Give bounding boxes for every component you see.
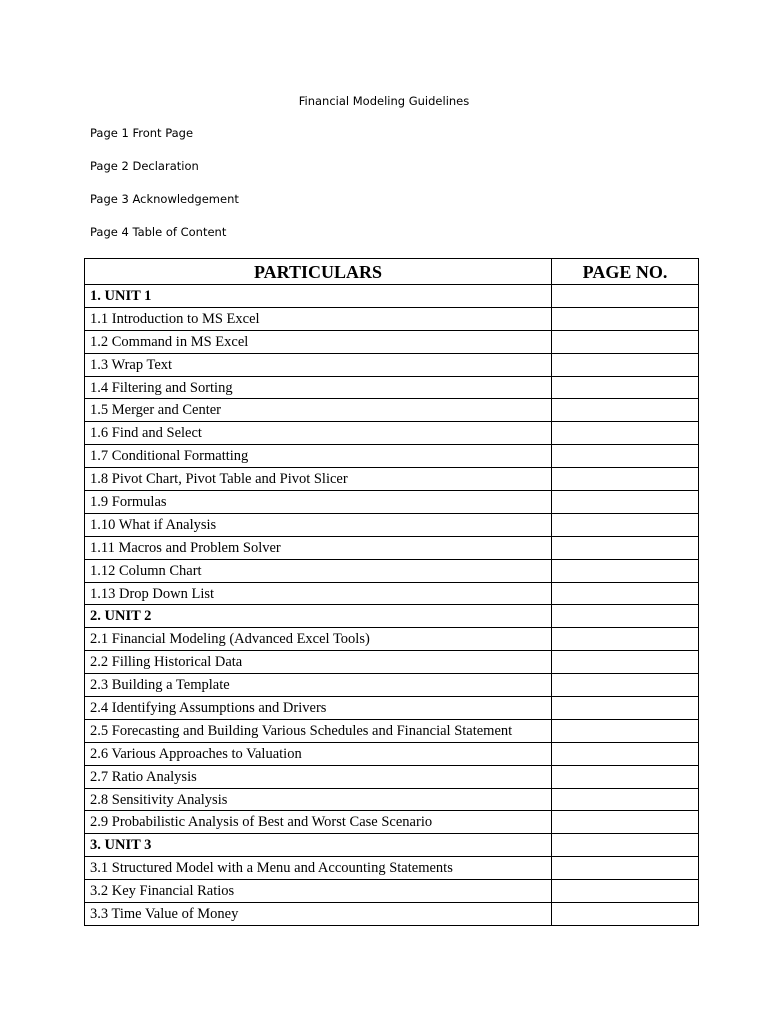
- table-body: [85, 285, 699, 926]
- table-row: [85, 903, 699, 926]
- row-page-no: [552, 674, 699, 697]
- row-page-no: [552, 857, 699, 880]
- row-page-no: [552, 445, 699, 468]
- row-page-no: [552, 536, 699, 559]
- row-particular: 3.3 Time Value of Money: [85, 903, 552, 926]
- table-row: [85, 307, 699, 330]
- row-particular: 1.8 Pivot Chart, Pivot Table and Pivot Slicer: [85, 468, 552, 491]
- row-page-no: [552, 376, 699, 399]
- row-page-no: [552, 788, 699, 811]
- row-particular: 2.7 Ratio Analysis: [85, 765, 552, 788]
- page-list-item-3: Page 3 Acknowledgement: [90, 192, 239, 206]
- row-particular: 2.1 Financial Modeling (Advanced Excel Tools): [85, 628, 552, 651]
- row-page-no: [552, 651, 699, 674]
- row-page-no: [552, 628, 699, 651]
- row-particular: 1.12 Column Chart: [85, 559, 552, 582]
- table-row: [85, 376, 699, 399]
- row-particular: 1.10 What if Analysis: [85, 513, 552, 536]
- row-particular: 2.3 Building a Template: [85, 674, 552, 697]
- row-page-no: [552, 513, 699, 536]
- row-page-no: [552, 353, 699, 376]
- row-page-no: [552, 903, 699, 926]
- row-page-no: [552, 559, 699, 582]
- row-particular: 1. UNIT 1: [85, 285, 552, 308]
- row-page-no: [552, 834, 699, 857]
- row-particular: 1.1 Introduction to MS Excel: [85, 307, 552, 330]
- row-particular: 3.1 Structured Model with a Menu and Accounting Statements: [85, 857, 552, 880]
- table-row: [85, 605, 699, 628]
- row-particular: 2.9 Probabilistic Analysis of Best and Worst Case Scenario: [85, 811, 552, 834]
- table-row: [85, 422, 699, 445]
- table-row: [85, 513, 699, 536]
- table-header-row: [85, 259, 699, 285]
- row-page-no: [552, 330, 699, 353]
- row-particular: 1.5 Merger and Center: [85, 399, 552, 422]
- table-row: [85, 468, 699, 491]
- page-list-item-1: Page 1 Front Page: [90, 126, 194, 140]
- table-row: [85, 719, 699, 742]
- table-row: [85, 285, 699, 308]
- row-particular: 1.7 Conditional Formatting: [85, 445, 552, 468]
- table-row: [85, 834, 699, 857]
- row-page-no: [552, 491, 699, 514]
- row-particular: 2. UNIT 2: [85, 605, 552, 628]
- row-particular: 2.5 Forecasting and Building Various Schedules and Financial Statement: [85, 719, 552, 742]
- row-page-no: [552, 765, 699, 788]
- table-row: [85, 742, 699, 765]
- row-particular: 2.4 Identifying Assumptions and Drivers: [85, 697, 552, 720]
- row-page-no: [552, 880, 699, 903]
- row-page-no: [552, 307, 699, 330]
- row-page-no: [552, 811, 699, 834]
- column-header-page-no: PAGE NO.: [552, 259, 699, 285]
- page-list-item-2: Page 2 Declaration: [90, 159, 199, 173]
- row-particular: 1.9 Formulas: [85, 491, 552, 514]
- table-row: [85, 399, 699, 422]
- row-particular: 3. UNIT 3: [85, 834, 552, 857]
- row-particular: 1.4 Filtering and Sorting: [85, 376, 552, 399]
- table-row: [85, 697, 699, 720]
- row-page-no: [552, 582, 699, 605]
- table-row: [85, 857, 699, 880]
- row-page-no: [552, 719, 699, 742]
- page-list-item-4: Page 4 Table of Content: [90, 225, 227, 239]
- row-page-no: [552, 605, 699, 628]
- table-row: [85, 880, 699, 903]
- table-row: [85, 559, 699, 582]
- row-particular: 1.3 Wrap Text: [85, 353, 552, 376]
- column-header-particulars: PARTICULARS: [85, 259, 552, 285]
- row-page-no: [552, 468, 699, 491]
- table-row: [85, 491, 699, 514]
- row-page-no: [552, 285, 699, 308]
- row-particular: 1.13 Drop Down List: [85, 582, 552, 605]
- row-particular: 1.6 Find and Select: [85, 422, 552, 445]
- row-particular: 1.11 Macros and Problem Solver: [85, 536, 552, 559]
- table-row: [85, 765, 699, 788]
- table-row: [85, 811, 699, 834]
- table-row: [85, 536, 699, 559]
- row-page-no: [552, 399, 699, 422]
- document-title: Financial Modeling Guidelines: [298, 94, 470, 108]
- row-particular: 2.2 Filling Historical Data: [85, 651, 552, 674]
- table-row: [85, 788, 699, 811]
- row-page-no: [552, 697, 699, 720]
- table-row: [85, 628, 699, 651]
- table-row: [85, 353, 699, 376]
- table-row: [85, 582, 699, 605]
- table-row: [85, 445, 699, 468]
- row-page-no: [552, 742, 699, 765]
- row-particular: 2.8 Sensitivity Analysis: [85, 788, 552, 811]
- table-row: [85, 674, 699, 697]
- row-particular: 1.2 Command in MS Excel: [85, 330, 552, 353]
- table-row: [85, 330, 699, 353]
- table-of-contents: [84, 258, 699, 926]
- row-particular: 2.6 Various Approaches to Valuation: [85, 742, 552, 765]
- table-row: [85, 651, 699, 674]
- row-page-no: [552, 422, 699, 445]
- row-particular: 3.2 Key Financial Ratios: [85, 880, 552, 903]
